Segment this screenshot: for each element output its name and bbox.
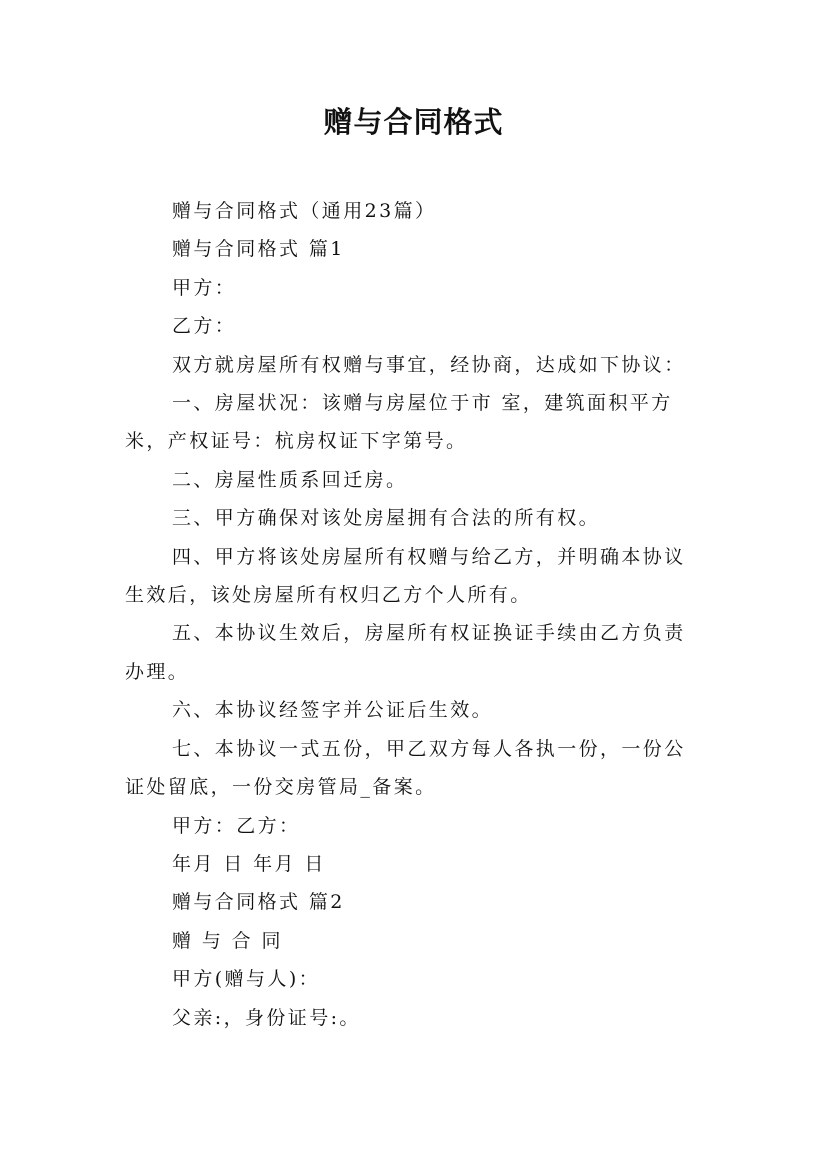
paragraph-clause-1: 一、房屋状况：该赠与房屋位于市 室，建筑面积平方米，产权证号：杭房权证下字第号。 [125,392,673,453]
paragraph-clause-6: 六、本协议经签字并公证后生效。 [172,699,494,722]
paragraph-clause-3: 三、甲方确保对该处房屋拥有合法的所有权。 [172,507,601,530]
paragraph-section-2-heading: 赠与合同格式 篇2 [172,891,345,914]
paragraph-section-1-heading: 赠与合同格式 篇1 [172,238,345,261]
document-body [125,192,705,1037]
paragraph-signatures: 甲方：乙方： [172,814,301,837]
paragraph-father-id: 父亲:，身份证号:。 [172,1006,361,1029]
paragraph-clause-5: 五、本协议生效后，房屋所有权证换证手续由乙方负责办理。 [125,622,686,683]
paragraph-clause-4: 四、甲方将该处房屋所有权赠与给乙方，并明确本协议生效后，该处房屋所有权归乙方个人所有。 [125,545,686,607]
paragraph-dates: 年月 日 年月 日 [172,852,326,875]
paragraph-party-a: 甲方： [172,276,237,299]
paragraph-clause-7: 七、本协议一式五份，甲乙双方每人各执一份，一份公证处留底，一份交房管局_备案。 [125,737,686,799]
paragraph-collection-heading: 赠与合同格式（通用23篇） [172,200,437,222]
paragraph-clause-2: 二、房屋性质系回迁房。 [172,468,408,491]
paragraph-agreement-intro: 双方就房屋所有权赠与事宜，经协商，达成如下协议： [172,353,686,376]
paragraph-party-b: 乙方： [172,315,237,338]
document-title: 赠与合同格式 [323,105,504,139]
paragraph-contract-title: 赠 与 合 同 [172,929,283,952]
paragraph-donor: 甲方(赠与人)： [172,968,321,991]
